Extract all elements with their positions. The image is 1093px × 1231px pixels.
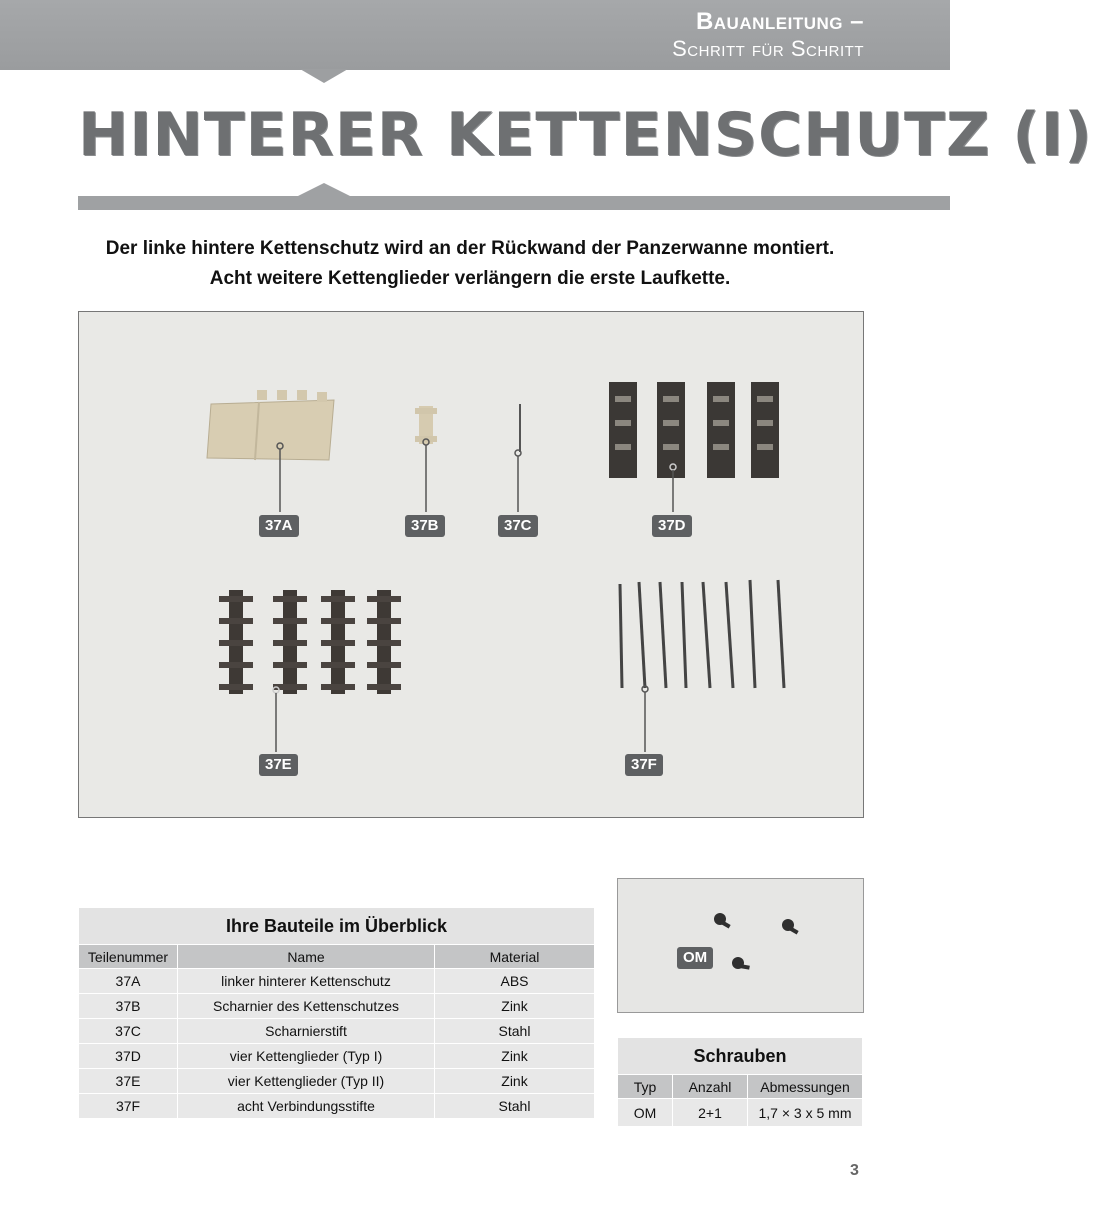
part-37b-image bbox=[415, 406, 437, 512]
header-subtitle: Schritt für Schritt bbox=[672, 36, 864, 61]
part-material: Zink bbox=[435, 994, 595, 1019]
parts-header-material: Material bbox=[435, 945, 595, 969]
part-37f-image bbox=[620, 580, 784, 688]
part-name: linker hinterer Kettenschutz bbox=[178, 969, 435, 994]
part-37c-image bbox=[515, 404, 521, 512]
screws-illustration bbox=[618, 879, 863, 1012]
part-number: 37D bbox=[79, 1044, 178, 1069]
parts-photo bbox=[78, 311, 864, 818]
screws-header-count: Anzahl bbox=[673, 1075, 748, 1099]
screw-type: OM bbox=[618, 1099, 673, 1127]
page-title: HINTERER KETTENSCHUTZ (I) bbox=[78, 100, 1093, 170]
label-37f: 37F bbox=[625, 754, 663, 776]
screw-count: 2+1 bbox=[673, 1099, 748, 1127]
part-number: 37A bbox=[79, 969, 178, 994]
header-notch bbox=[300, 69, 348, 83]
table-row bbox=[79, 1019, 595, 1044]
part-material: Zink bbox=[435, 1044, 595, 1069]
label-37b: 37B bbox=[405, 515, 445, 537]
screws-header-dimensions: Abmessungen bbox=[748, 1075, 863, 1099]
part-name: vier Kettenglieder (Typ I) bbox=[178, 1044, 435, 1069]
screws-header-type: Typ bbox=[618, 1075, 673, 1099]
part-number: 37E bbox=[79, 1069, 178, 1094]
part-name: Scharnier des Kettenschutzes bbox=[178, 994, 435, 1019]
part-material: Stahl bbox=[435, 1019, 595, 1044]
intro-line-2: Acht weitere Kettenglieder verlängern die erste Laufkette. bbox=[209, 268, 731, 289]
table-row bbox=[79, 969, 595, 994]
label-37c: 37C bbox=[498, 515, 538, 537]
screw-dimensions: 1,7 × 3 x 5 mm bbox=[748, 1099, 863, 1127]
table-row bbox=[79, 1069, 595, 1094]
parts-illustration bbox=[79, 312, 863, 817]
parts-table bbox=[78, 907, 595, 1119]
table-row bbox=[618, 1099, 863, 1127]
title-rule bbox=[78, 196, 950, 210]
screws-table-title: Schrauben bbox=[618, 1038, 863, 1075]
label-37e: 37E bbox=[259, 754, 298, 776]
part-material: ABS bbox=[435, 969, 595, 994]
table-row bbox=[79, 994, 595, 1019]
table-row bbox=[79, 1044, 595, 1069]
part-number: 37F bbox=[79, 1094, 178, 1119]
parts-header-number: Teilenummer bbox=[79, 945, 178, 969]
part-name: acht Verbindungsstifte bbox=[178, 1094, 435, 1119]
part-name: Scharnierstift bbox=[178, 1019, 435, 1044]
screws-table bbox=[617, 1037, 863, 1127]
part-material: Stahl bbox=[435, 1094, 595, 1119]
page-number: 3 bbox=[850, 1162, 859, 1179]
part-material: Zink bbox=[435, 1069, 595, 1094]
parts-header-name: Name bbox=[178, 945, 435, 969]
header-title: Bauanleitung – bbox=[695, 8, 864, 35]
intro-line-1: Der linke hintere Kettenschutz wird an der Rückwand der Panzerwanne montiert. bbox=[105, 238, 835, 259]
part-number: 37B bbox=[79, 994, 178, 1019]
parts-table-title: Ihre Bauteile im Überblick bbox=[79, 908, 595, 945]
label-37d: 37D bbox=[652, 515, 692, 537]
title-rule-notch bbox=[296, 183, 352, 197]
part-37d-image bbox=[609, 382, 779, 512]
part-number: 37C bbox=[79, 1019, 178, 1044]
screws-photo bbox=[617, 878, 864, 1013]
label-om: OM bbox=[677, 947, 713, 969]
part-name: vier Kettenglieder (Typ II) bbox=[178, 1069, 435, 1094]
table-row bbox=[79, 1094, 595, 1119]
label-37a: 37A bbox=[259, 515, 299, 537]
part-37e-image bbox=[219, 590, 401, 752]
part-37a-image bbox=[207, 390, 334, 512]
